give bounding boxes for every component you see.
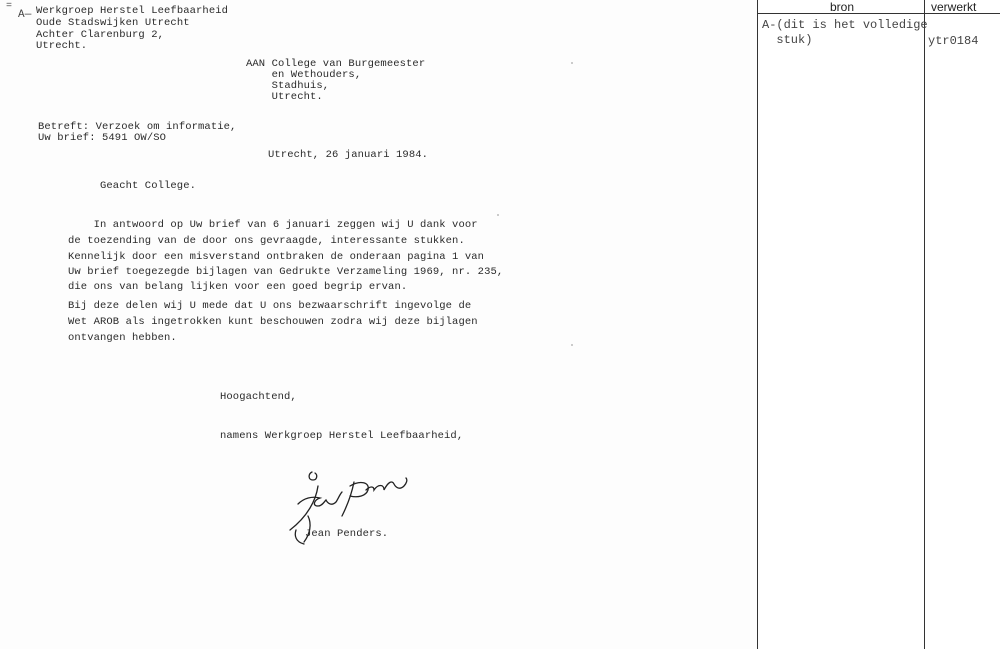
sender-line: Utrecht. — [36, 40, 88, 52]
salutation: Geacht College. — [100, 180, 197, 192]
recipient-line: Stadhuis, — [246, 80, 330, 92]
paragraph-line: In antwoord op Uw brief van 6 januari zeggen wij U dank voor — [68, 219, 478, 231]
paragraph-line: Uw brief toegezegde bijlagen van Gedrukte Verzameling 1969, nr. 235, — [68, 266, 504, 278]
margin-mark: = — [6, 1, 13, 12]
table-column-divider — [924, 0, 925, 649]
speck — [571, 344, 573, 346]
sender-line: Oude Stadswijken Utrecht — [36, 17, 190, 29]
subject-line: Betreft: Verzoek om informatie, — [38, 121, 237, 133]
verwerkt-cell: ytr0184 — [928, 34, 979, 48]
recipient-line: Utrecht. — [246, 91, 323, 103]
bron-cell-line: A-(dit is het volledige — [762, 18, 928, 32]
recipient-line: en Wethouders, — [246, 69, 362, 81]
paragraph-line: de toezending van de door ons gevraagde, interessante stukken. — [68, 235, 465, 247]
on-behalf-line: namens Werkgroep Herstel Leefbaarheid, — [220, 430, 464, 442]
paragraph-line: Bij deze delen wij U mede dat U ons bezwaarschrift ingevolge de — [68, 300, 472, 312]
paragraph-line: Wet AROB als ingetrokken kunt beschouwen zodra wij deze bijlagen — [68, 316, 478, 328]
paragraph-line: die ons van belang lijken voor een goed begrip ervan. — [68, 281, 408, 293]
bron-cell-line: stuk) — [762, 33, 813, 47]
paragraph-line: ontvangen hebben. — [68, 332, 177, 344]
closing: Hoogachtend, — [220, 391, 297, 403]
speck — [571, 62, 573, 64]
column-header-verwerkt: verwerkt — [931, 0, 977, 14]
sender-line: Achter Clarenburg 2, — [36, 29, 165, 41]
recipient-line: AAN College van Burgemeester — [246, 58, 426, 70]
table-border-left — [757, 0, 758, 649]
handwritten-signature — [284, 466, 414, 556]
paragraph-line: Kennelijk door een misverstand ontbraken de onderaan pagina 1 van — [68, 251, 485, 263]
speck — [497, 214, 499, 216]
column-header-bron: bron — [830, 0, 855, 14]
subject-line: Uw brief: 5491 OW/SO — [38, 132, 167, 144]
sender-line: Werkgroep Herstel Leefbaarheid — [36, 5, 229, 17]
sender-prefix: A— — [18, 9, 32, 21]
signature-name: Jean Penders. — [305, 528, 389, 540]
letter-date: Utrecht, 26 januari 1984. — [268, 149, 429, 161]
